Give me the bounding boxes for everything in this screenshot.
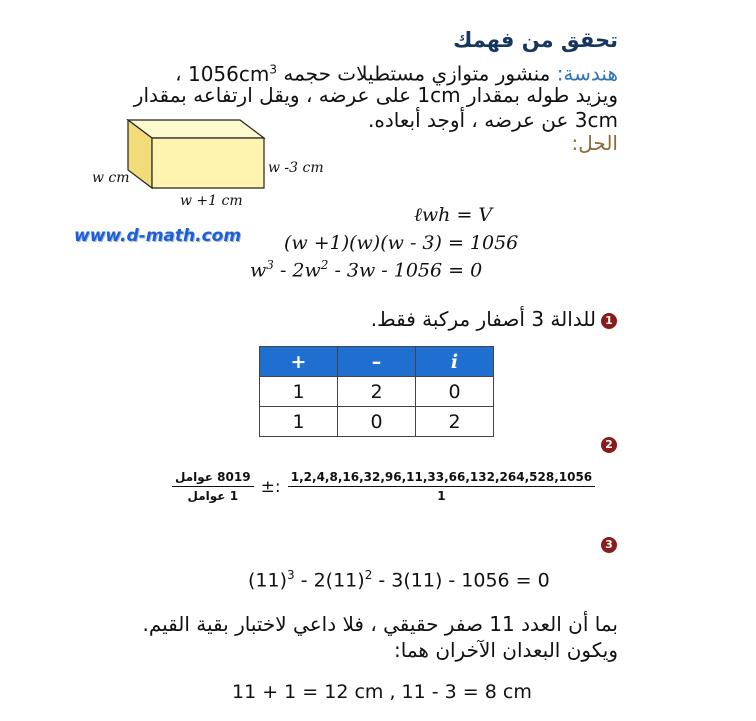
cubic-term-c: - 3w - 1056 = 0 bbox=[328, 259, 483, 282]
step-1-text: للدالة 3 أصفار مركبة فقط. bbox=[370, 307, 596, 331]
dimension-width-label bbox=[92, 170, 130, 186]
problem-text: منشور متوازي مستطيلات حجمه bbox=[277, 61, 557, 86]
denominator-word: عوامل bbox=[187, 489, 226, 503]
step-3-number: 3 bbox=[601, 537, 617, 553]
dimension-width-text: w cm bbox=[92, 170, 130, 186]
problem-line-1-end: ، bbox=[175, 61, 188, 86]
check-exp-2: 2 bbox=[364, 568, 373, 582]
step-2-number: 2 bbox=[601, 437, 617, 453]
conclusion-line-1: بما أن العدد 11 صفر حقيقي ، فلا داعي لاختبار بقية القيم. bbox=[142, 612, 618, 636]
table-cell: 0 bbox=[416, 377, 494, 407]
rational-roots-expression bbox=[172, 470, 595, 503]
prism-front-face bbox=[152, 138, 264, 188]
table-cell: 2 bbox=[416, 407, 494, 437]
table-cell: 1 bbox=[260, 377, 338, 407]
step-1-number: 1 bbox=[601, 313, 617, 329]
sign-table-header bbox=[260, 347, 494, 377]
dimension-length-label bbox=[180, 193, 243, 209]
dimension-height-text: w -3 cm bbox=[268, 160, 324, 176]
table-cell: 1 bbox=[260, 407, 338, 437]
prism-figure bbox=[126, 118, 276, 194]
substitution-equation: (w +1)(w)(w - 3) = 1056 bbox=[284, 232, 519, 254]
denominator-value: 1 bbox=[229, 489, 239, 503]
header-imaginary: i bbox=[416, 347, 494, 377]
candidates-denominator: 1 bbox=[437, 489, 446, 503]
problem-label: هندسة: bbox=[556, 61, 618, 86]
problem-line-3: 3cm عن عرضه ، أوجد أبعاده. bbox=[368, 108, 618, 132]
volume-base: 1056cm bbox=[187, 61, 270, 86]
header-negative: – bbox=[338, 347, 416, 377]
check-term-2: - 2(11) bbox=[294, 569, 365, 592]
dimension-height-label bbox=[268, 160, 324, 176]
numerator-word: عوامل bbox=[175, 470, 213, 484]
factors-denominator bbox=[172, 487, 254, 503]
conclusion-line-2: ويكون البعدان الآخران هما: bbox=[394, 638, 618, 662]
final-dimensions: 11 + 1 = 12 cm , 11 - 3 = 8 cm bbox=[232, 681, 532, 703]
header-positive: + bbox=[260, 347, 338, 377]
watermark-logo: www.d-math.com bbox=[74, 226, 242, 246]
table-row bbox=[260, 407, 494, 437]
candidates-fraction bbox=[288, 470, 595, 503]
check-equation bbox=[248, 568, 550, 591]
check-term-3: - 3(11) - 1056 = 0 bbox=[372, 569, 550, 592]
cubic-term-a: w bbox=[250, 259, 267, 282]
dimension-length-text: w +1 cm bbox=[180, 193, 243, 209]
cubic-equation bbox=[250, 258, 482, 281]
cubic-exp-a: 3 bbox=[266, 258, 274, 272]
factors-ratio bbox=[172, 470, 254, 503]
table-row bbox=[260, 377, 494, 407]
factors-numerator bbox=[172, 470, 254, 487]
cubic-term-b: - 2w bbox=[273, 259, 321, 282]
table-cell: 0 bbox=[338, 407, 416, 437]
volume-formula: ℓwh = V bbox=[414, 204, 493, 226]
sign-table bbox=[259, 346, 494, 437]
volume-exponent: 3 bbox=[269, 62, 278, 76]
candidates-list: 1,2,4,8,16,32,96,11,33,66,132,264,528,1056 bbox=[288, 470, 595, 487]
plus-minus-sign: ±: bbox=[260, 476, 281, 497]
solution-label: الحل: bbox=[571, 131, 618, 155]
problem-line-2: ويزيد طوله بمقدار 1cm على عرضه ، ويقل ارتفاعه بمقدار bbox=[133, 83, 618, 107]
page-title: تحقق من فهمك bbox=[453, 28, 618, 52]
check-term-1: (11) bbox=[248, 569, 288, 592]
check-exp-1: 3 bbox=[287, 568, 295, 582]
numerator-value: 8019 bbox=[217, 470, 251, 484]
cubic-exp-b: 2 bbox=[320, 258, 329, 272]
table-cell: 2 bbox=[338, 377, 416, 407]
